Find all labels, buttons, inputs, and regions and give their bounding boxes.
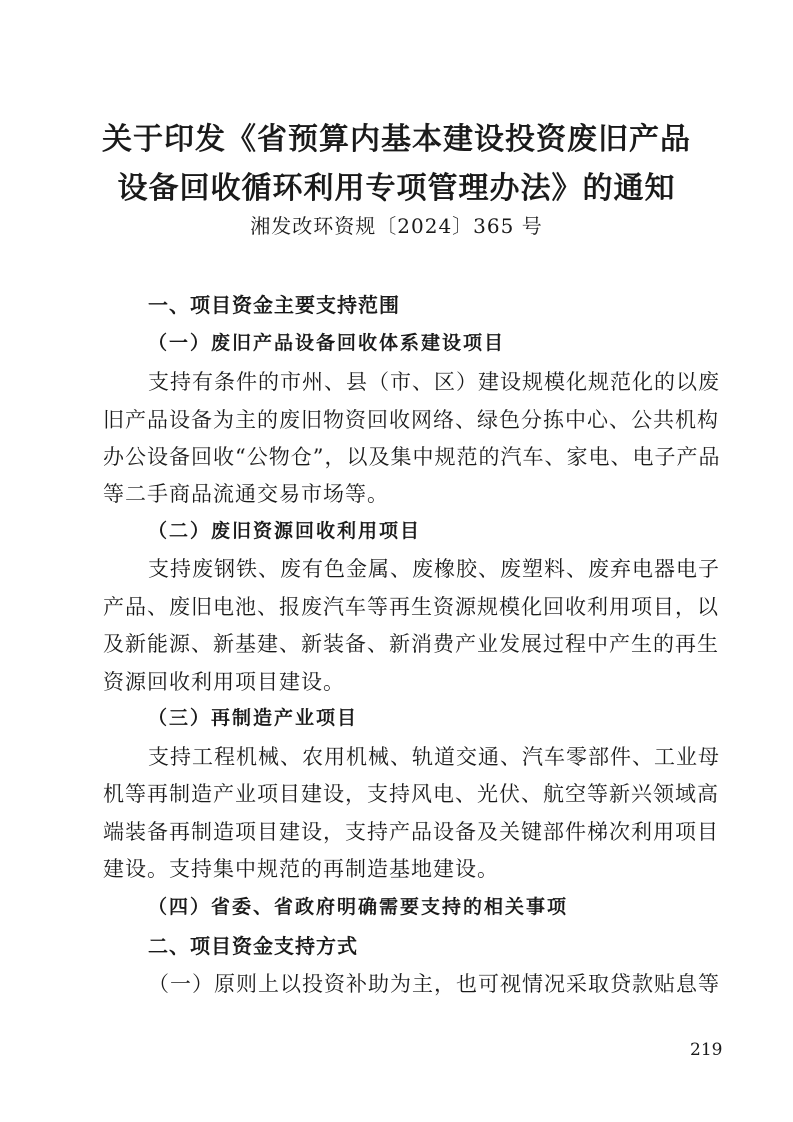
paragraph-line: 端装备再制造项目建设，支持产品设备及关键部件梯次利用项目 — [103, 820, 719, 844]
subsection-2-heading: （二）废旧资源回收利用项目 — [148, 520, 422, 542]
paragraph-line: 产品、废旧电池、报废汽车等再生资源规模化回收利用项目，以 — [103, 595, 719, 619]
paragraph-line: 资源回收利用项目建设。 — [103, 670, 345, 694]
paragraph-line: 支持有条件的市州、县（市、区）建设规模化规范化的以废 — [148, 370, 720, 394]
paragraph-line: 支持工程机械、农用机械、轨道交通、汽车零部件、工业母 — [148, 745, 720, 769]
subsection-4-heading: （四）省委、省政府明确需要支持的相关事项 — [148, 896, 569, 918]
paragraph-line: 支持废钢铁、废有色金属、废橡胶、废塑料、废弃电器电子 — [148, 557, 720, 581]
subsection-1-heading: （一）废旧产品设备回收体系建设项目 — [148, 332, 506, 354]
paragraph-line: 办公设备回收“公物仓”，以及集中规范的汽车、家电、电子产品 — [103, 445, 721, 469]
page-number: 219 — [690, 1040, 723, 1060]
title-line-2: 设备回收循环利用专项管理办法》的通知 — [117, 171, 676, 206]
document-number: 湘发改环资规〔2024〕365 号 — [250, 214, 543, 238]
paragraph-line: 旧产品设备为主的废旧物资回收网络、绿色分拣中心、公共机构 — [103, 408, 719, 432]
paragraph-line: 等二手商品流通交易市场等。 — [103, 482, 389, 506]
paragraph-line: 建设。支持集中规范的再制造基地建设。 — [103, 857, 499, 881]
subsection-3-heading: （三）再制造产业项目 — [148, 707, 359, 729]
section-2-heading: 二、项目资金支持方式 — [148, 934, 358, 958]
section-1-heading: 一、项目资金主要支持范围 — [148, 293, 400, 317]
paragraph-line: 机等再制造产业项目建设，支持风电、光伏、航空等新兴领域高 — [103, 782, 719, 806]
paragraph-line: 及新能源、新基建、新装备、新消费产业发展过程中产生的再生 — [103, 632, 719, 656]
title-line-1: 关于印发《省预算内基本建设投资废旧产品 — [102, 122, 691, 157]
paragraph-line: （一）原则上以投资补助为主，也可视情况采取贷款贴息等 — [148, 972, 720, 996]
